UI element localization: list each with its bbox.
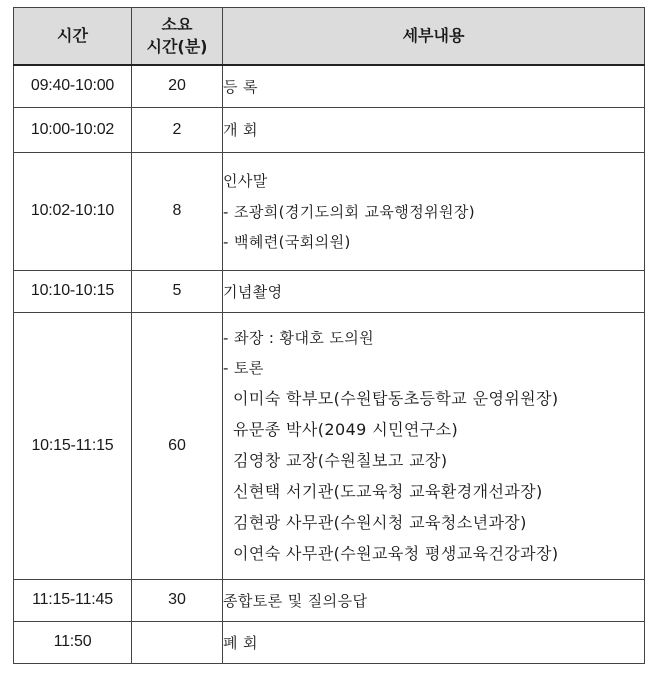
detail-cell xyxy=(223,579,645,621)
detail-line: - 좌장 : 황대호 도의원 xyxy=(223,328,375,347)
minutes-cell: 5 xyxy=(132,270,223,312)
detail-cell xyxy=(223,312,645,579)
detail-line: 폐 회 xyxy=(223,633,258,652)
header-time-label: 시간 xyxy=(57,26,88,45)
detail-line: 개 회 xyxy=(223,121,258,139)
detail-cell xyxy=(223,107,645,152)
minutes-cell xyxy=(132,621,223,663)
detail-line: 인사말 xyxy=(223,172,268,190)
detail-line: 김영창 교장(수원칠보고 교장) xyxy=(233,450,448,470)
table-row xyxy=(14,152,645,270)
time-cell: 11:50 xyxy=(14,621,132,663)
detail-cell xyxy=(223,621,645,663)
table-row xyxy=(14,312,645,579)
detail-line: 신현택 서기관(도교육청 교육환경개선과장) xyxy=(233,481,543,501)
detail-line: 기념촬영 xyxy=(223,282,283,301)
table-row xyxy=(14,621,645,663)
header-detail xyxy=(223,8,645,66)
time-cell: 10:02-10:10 xyxy=(14,152,132,270)
detail-line: 이미숙 학부모(수원탑동초등학교 운영위원장) xyxy=(233,388,559,408)
detail-cell xyxy=(223,152,645,270)
minutes-cell: 20 xyxy=(132,65,223,107)
detail-line: 유문종 박사(2049 시민연구소) xyxy=(233,419,459,439)
detail-line: 종합토론 및 질의응답 xyxy=(223,591,368,610)
time-cell: 10:00-10:02 xyxy=(14,107,132,152)
table-row xyxy=(14,270,645,312)
detail-line: - 조광희(경기도의회 교육행정위원장) xyxy=(223,203,476,221)
minutes-cell: 2 xyxy=(132,107,223,152)
minutes-cell: 30 xyxy=(132,579,223,621)
detail-line: 이연숙 사무관(수원교육청 평생교육건강과장) xyxy=(233,543,559,563)
header-time xyxy=(14,8,132,66)
time-cell: 10:15-11:15 xyxy=(14,312,132,579)
minutes-cell: 8 xyxy=(132,152,223,270)
time-cell: 09:40-10:00 xyxy=(14,65,132,107)
detail-line: - 백혜련(국회의원) xyxy=(223,233,351,251)
time-cell: 10:10-10:15 xyxy=(14,270,132,312)
minutes-cell: 60 xyxy=(132,312,223,579)
header-row xyxy=(14,8,645,66)
table-row xyxy=(14,107,645,152)
table-row xyxy=(14,579,645,621)
detail-cell xyxy=(223,270,645,312)
time-cell: 11:15-11:45 xyxy=(14,579,132,621)
table-row xyxy=(14,65,645,107)
detail-line: 김현광 사무관(수원시청 교육청소년과장) xyxy=(233,512,527,532)
header-detail-label: 세부내용 xyxy=(402,26,465,45)
header-minutes-label-2: 시간(분) xyxy=(146,37,208,56)
detail-line: 등 록 xyxy=(223,77,258,96)
detail-line: - 토론 xyxy=(223,358,264,377)
schedule-table xyxy=(13,7,645,664)
header-minutes xyxy=(132,8,223,66)
header-minutes-label-1: 소요 xyxy=(161,15,193,34)
detail-cell xyxy=(223,65,645,107)
